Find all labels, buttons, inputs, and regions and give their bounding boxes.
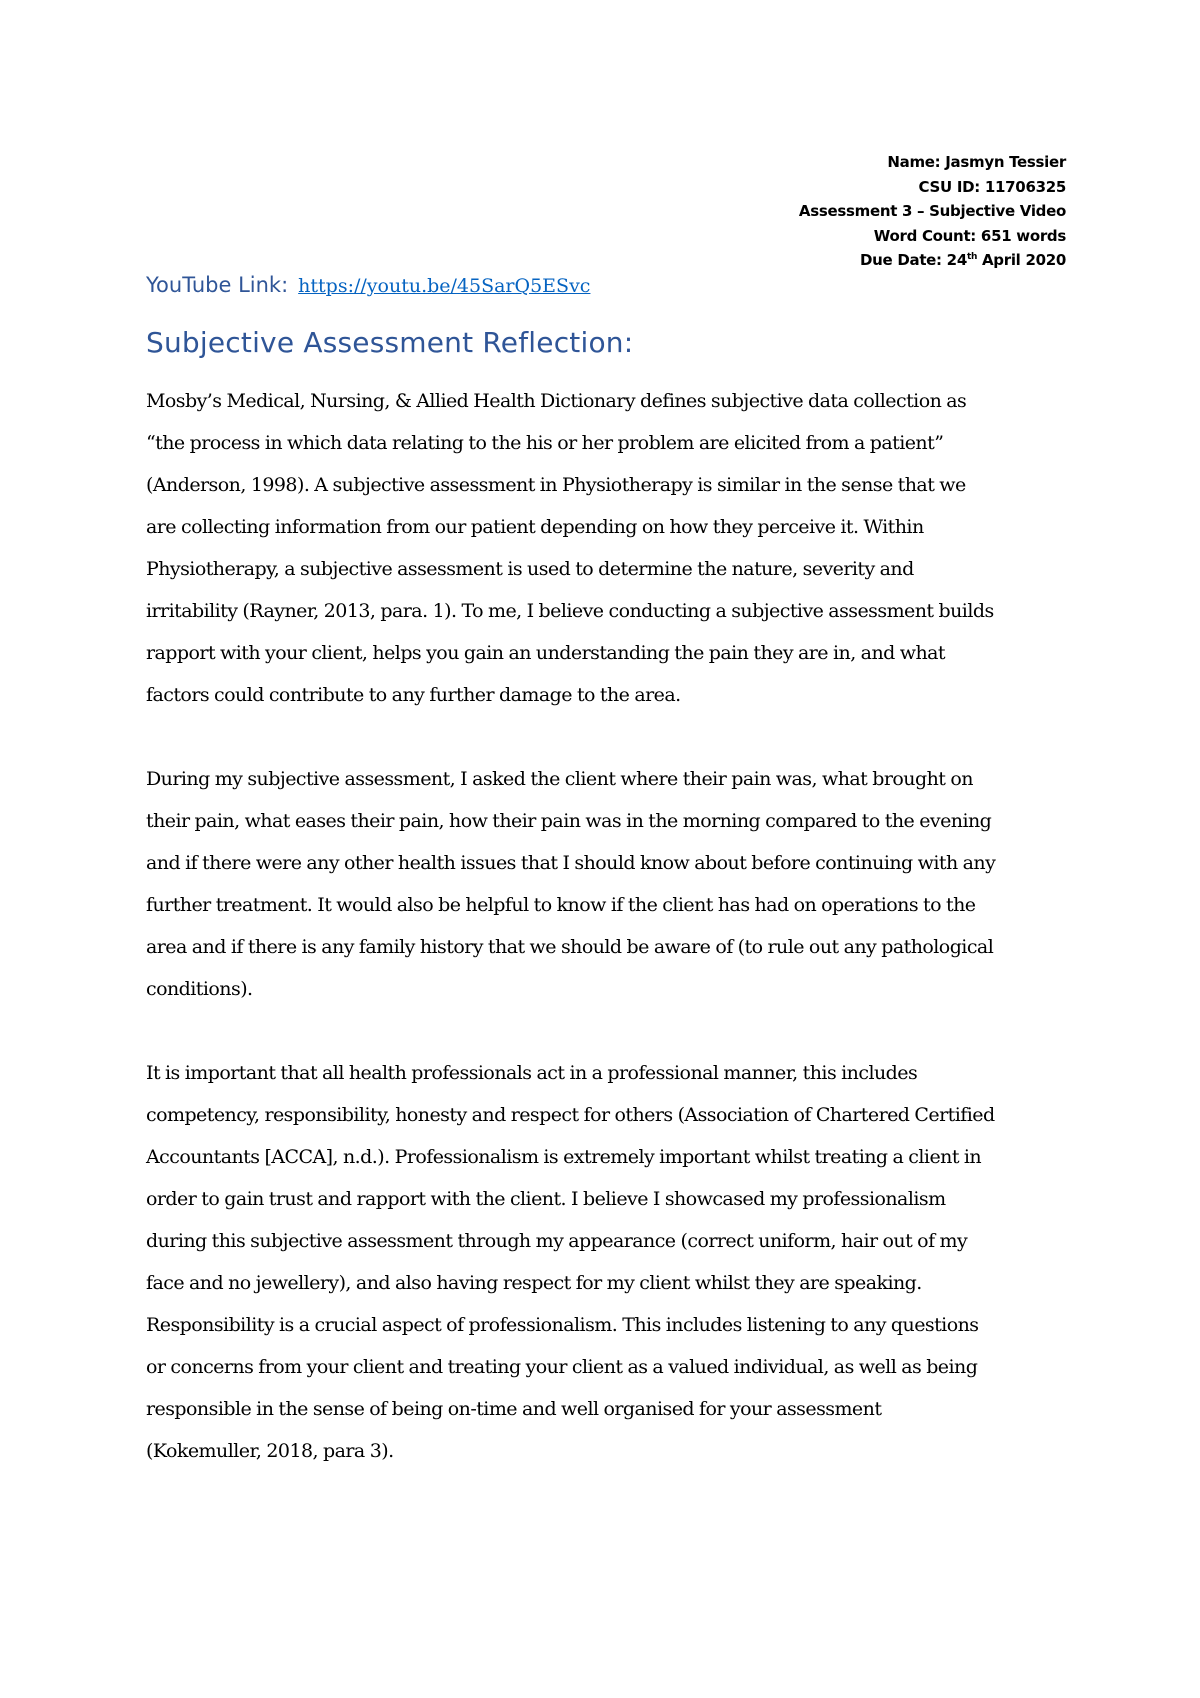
paragraph-line: rapport with your client, helps you gain an understanding the pain they are in, and what [146, 642, 946, 664]
paragraph-line: their pain, what eases their pain, how their pain was in the morning compared to the evening [146, 810, 992, 832]
youtube-link[interactable]: https://youtu.be/45SarQ5ESvc [298, 275, 591, 297]
paragraph-line: during this subjective assessment through my appearance (correct uniform, hair out of my [146, 1230, 968, 1252]
body-text [146, 380, 1066, 1514]
due-date-prefix: Due Date: 24 [860, 251, 967, 269]
student-name: Name: Jasmyn Tessier [887, 153, 1066, 171]
paragraph-line: “the process in which data relating to the his or her problem are elicited from a patient” [146, 432, 944, 454]
paragraph-line: or concerns from your client and treating your client as a valued individual, as well as being [146, 1356, 978, 1378]
paragraph-line: (Kokemuller, 2018, para 3). [146, 1440, 394, 1462]
csu-id: CSU ID: 11706325 [918, 177, 1066, 196]
paragraph-line: further treatment. It would also be helpful to know if the client has had on operations to the [146, 894, 976, 916]
paragraph-line: area and if there is any family history that we should be aware of (to rule out any pathological [146, 936, 994, 958]
student-info-block [799, 150, 1066, 273]
section-heading: Subjective Assessment Reflection: [146, 326, 634, 359]
due-date-suffix: April 2020 [977, 251, 1066, 269]
paragraph-line: irritability (Rayner, 2013, para. 1). To me, I believe conducting a subjective assessment builds [146, 600, 994, 622]
assessment-title: Assessment 3 – Subjective Video [798, 202, 1066, 220]
paragraph-line: order to gain trust and rapport with the client. I believe I showcased my professionalism [146, 1188, 946, 1210]
body-paragraph [146, 1052, 1066, 1472]
word-count: Word Count: 651 words [873, 226, 1066, 245]
paragraph-line: During my subjective assessment, I asked the client where their pain was, what brought on [146, 768, 973, 790]
paragraph-line: and if there were any other health issues that I should know about before continuing with any [146, 852, 996, 874]
body-paragraph [146, 380, 1066, 716]
paragraph-line: (Anderson, 1998). A subjective assessment in Physiotherapy is similar in the sense that we [146, 474, 966, 496]
due-date-superscript: th [966, 252, 978, 262]
paragraph-line: It is important that all health professionals act in a professional manner, this includes [146, 1062, 918, 1084]
paragraph-line: factors could contribute to any further damage to the area. [146, 684, 681, 706]
paragraph-line: responsible in the sense of being on-time and well organised for your assessment [146, 1398, 882, 1420]
paragraph-line: face and no jewellery), and also having respect for my client whilst they are speaking. [146, 1272, 922, 1294]
paragraph-line: Physiotherapy, a subjective assessment is used to determine the nature, severity and [146, 558, 914, 580]
paragraph-line: conditions). [146, 978, 253, 1000]
due-date [799, 248, 1066, 273]
youtube-link-line [146, 273, 590, 297]
body-paragraph [146, 758, 1066, 1010]
youtube-link-label: YouTube Link: [146, 273, 289, 297]
paragraph-line: Responsibility is a crucial aspect of professionalism. This includes listening to any questions [146, 1314, 979, 1336]
paragraph-line: competency, responsibility, honesty and respect for others (Association of Chartered Certified [146, 1104, 995, 1126]
paragraph-line: are collecting information from our patient depending on how they perceive it. Within [146, 516, 924, 538]
paragraph-line: Mosby’s Medical, Nursing, & Allied Health Dictionary defines subjective data collection as [146, 390, 967, 412]
paragraph-line: Accountants [ACCA], n.d.). Professionalism is extremely important whilst treating a client in [146, 1146, 982, 1168]
